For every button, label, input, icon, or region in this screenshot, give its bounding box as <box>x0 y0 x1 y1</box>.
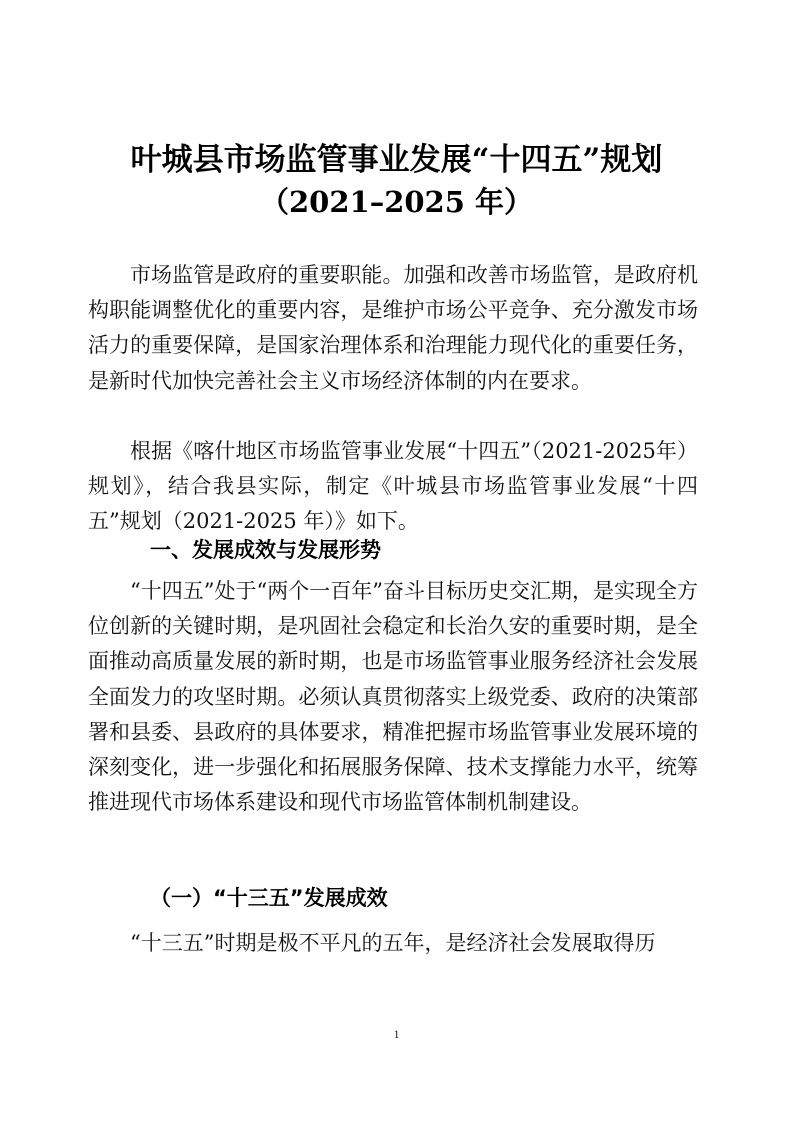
subsection-heading-13th-five-year-results: （一）“十三五”发展成效 <box>150 886 388 910</box>
document-subtitle: （2021–2025 年） <box>259 185 534 219</box>
paragraph-situation: “十四五”处于“两个一百年”奋斗目标历史交汇期，是实现全方位创新的关键时期，是巩固社会稳定和长治久安的重要时期，是全面推动高质量发展的新时期，也是市场监管事业服务经济社会发展全面发力的攻坚时期。必须认真贯彻落实上级党委、政府的决策部署和县委、县政府的具体要求，精准把握市场监管事业发展环境的深刻变化，进一步强化和拓展服务保障、技术支撑能力水平，统筹推进现代市场体系建设和现代市场监管体制机制建设。 <box>88 579 698 815</box>
document-title: 叶城县市场监管事业发展“十四五”规划 <box>130 142 663 178</box>
section-heading-achievements-and-situation: 一、发展成效与发展形势 <box>150 538 381 562</box>
paragraph-intro: 市场监管是政府的重要职能。加强和改善市场监管，是政府机构职能调整优化的重要内容，是维护市场公平竞争、充分激发市场活力的重要保障，是国家治理体系和治理能力现代化的重要任务，是新时代加快完善社会主义市场经济体制的内在要求。 <box>88 263 698 393</box>
paragraph-13th-five-year: “十三五”时期是极不平凡的五年，是经济社会发展取得历 <box>130 931 656 955</box>
page-number: 1 <box>393 1027 400 1041</box>
paragraph-basis: 根据《喀什地区市场监管事业发展“十四五”（2021-2025年）规划》，结合我县实际，制定《叶城县市场监管事业发展“十四五”规划（2021-2025 年）》如下。 <box>88 439 698 534</box>
